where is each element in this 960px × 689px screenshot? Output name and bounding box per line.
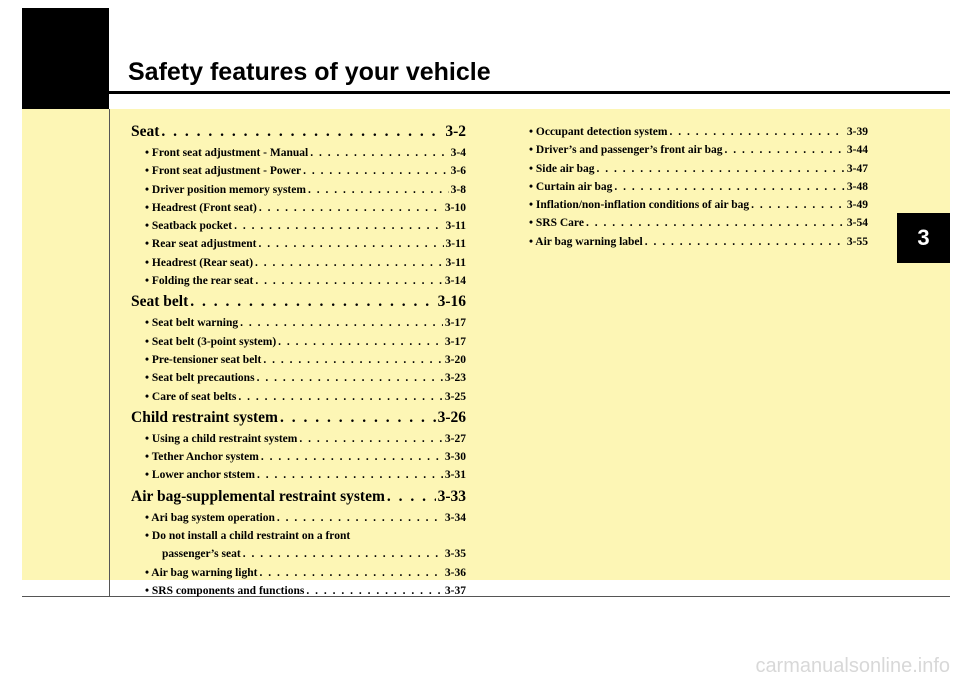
toc-page-number: 3-14 [444, 275, 466, 288]
leader-dots [259, 199, 443, 217]
toc-section-title: Air bag-supplemental restraint system [131, 487, 385, 505]
leader-dots [161, 120, 443, 144]
toc-item-label-line1[interactable]: • Do not install a child restraint on a front [145, 530, 351, 543]
toc-page-number: 3-39 [846, 126, 868, 138]
toc-item[interactable] [131, 144, 466, 162]
toc-page-number: 3-36 [444, 566, 466, 579]
leader-dots [258, 235, 443, 253]
toc-item-label: • Lower anchor ststem [145, 469, 255, 482]
toc-item-label: passenger’s seat [162, 548, 241, 561]
toc-page-number: 3-23 [444, 372, 466, 385]
toc-item-label: • Inflation/non-inflation conditions of air bag [529, 199, 750, 212]
toc-page-number: 3-26 [437, 408, 466, 426]
leader-dots [280, 406, 436, 430]
toc-section-title: Seat [131, 123, 160, 140]
leader-dots [614, 178, 845, 196]
toc-left-column [131, 120, 466, 600]
toc-section-seat-belt[interactable] [131, 290, 466, 314]
toc-item-label: • Seat belt warning [145, 317, 239, 330]
toc-right-column [529, 123, 868, 251]
toc-item[interactable] [529, 141, 868, 159]
leader-dots [261, 448, 443, 466]
leader-dots [238, 388, 443, 406]
toc-item[interactable] [131, 181, 466, 199]
toc-page-number: 3-27 [444, 432, 466, 445]
toc-page-number: 3-55 [846, 235, 868, 248]
toc-section-title: Child restraint system [131, 408, 278, 426]
toc-item-label: • Using a child restraint system [145, 432, 298, 445]
toc-item[interactable] [131, 582, 466, 600]
leader-dots [257, 466, 443, 484]
toc-item[interactable] [131, 217, 466, 235]
toc-item[interactable] [131, 254, 466, 272]
toc-item[interactable] [131, 272, 466, 290]
leader-dots [303, 162, 448, 180]
toc-page-number: 3-2 [445, 123, 466, 140]
toc-page-number: 3-17 [444, 317, 466, 330]
toc-item-label: • Tether Anchor system [145, 451, 259, 464]
toc-item-label: • Headrest (Front seat) [145, 201, 257, 214]
toc-page-number: 3-20 [444, 353, 466, 366]
toc-item[interactable] [529, 214, 868, 232]
toc-item[interactable] [131, 564, 466, 582]
toc-item[interactable] [529, 196, 868, 214]
toc-page-number: 3-31 [444, 469, 466, 482]
leader-dots [259, 564, 442, 582]
toc-item-label: • Side air bag [529, 162, 595, 175]
toc-item[interactable] [131, 333, 466, 351]
toc-item-label: • Air bag warning label [529, 235, 643, 248]
leader-dots [670, 123, 845, 141]
toc-item[interactable] [131, 235, 466, 253]
toc-item-label: • Occupant detection system [529, 126, 668, 138]
leader-dots [255, 272, 443, 290]
leader-dots [308, 181, 449, 199]
corner-black-tab [22, 8, 109, 109]
toc-page-number: 3-37 [444, 584, 466, 597]
toc-page-number: 3-17 [444, 335, 466, 348]
toc-item-label: • Seat belt precautions [145, 372, 255, 385]
toc-item[interactable] [529, 123, 868, 141]
leader-dots [586, 214, 845, 232]
toc-item[interactable] [131, 509, 466, 527]
toc-page-number: 3-4 [450, 147, 466, 159]
leader-dots [277, 509, 443, 527]
leader-dots [190, 290, 435, 314]
margin-divider [109, 109, 110, 596]
toc-section-seat[interactable] [131, 120, 466, 144]
toc-item-label: • Driver’s and passenger’s front air bag [529, 144, 723, 157]
chapter-tab[interactable]: 3 [897, 213, 950, 263]
page-title: Safety features of your vehicle [128, 58, 491, 86]
toc-item-label: • Seat belt (3-point system) [145, 335, 277, 348]
toc-page-number: 3-47 [846, 162, 868, 175]
toc-page-number: 3-10 [444, 201, 466, 214]
toc-item-label: • Pre-tensioner seat belt [145, 353, 262, 366]
toc-page-number: 3-16 [437, 293, 466, 311]
leader-dots [299, 430, 443, 448]
toc-page-number: 3-8 [450, 183, 466, 196]
toc-item-label: • Folding the rear seat [145, 275, 254, 288]
leader-dots [257, 369, 443, 387]
toc-item[interactable] [131, 448, 466, 466]
toc-page-number: 3-49 [846, 199, 868, 212]
toc-item[interactable] [131, 388, 466, 406]
watermark: carmanualsonline.info [755, 655, 950, 677]
toc-item-label: • Curtain air bag [529, 180, 613, 193]
toc-page-number: 3-34 [444, 511, 466, 524]
toc-item-label: • Front seat adjustment - Power [145, 165, 302, 178]
leader-dots [596, 160, 844, 178]
toc-page-number: 3-11 [445, 220, 466, 233]
leader-dots [278, 333, 443, 351]
toc-item[interactable] [131, 466, 466, 484]
leader-dots [234, 217, 443, 235]
toc-item-label: • SRS Care [529, 217, 584, 230]
toc-item[interactable] [131, 314, 466, 332]
toc-item[interactable] [131, 369, 466, 387]
toc-item-label: • Air bag warning light [145, 566, 258, 579]
toc-item-label: • Rear seat adjustment [145, 238, 257, 251]
title-underline [109, 91, 950, 94]
leader-dots [310, 144, 448, 162]
leader-dots [243, 545, 443, 563]
toc-item[interactable] [529, 160, 868, 178]
toc-item[interactable] [529, 178, 868, 196]
toc-page-number: 3-48 [846, 180, 868, 193]
leader-dots [263, 351, 443, 369]
toc-page-number: 3-54 [846, 217, 868, 230]
leader-dots [751, 196, 845, 214]
leader-dots [240, 314, 443, 332]
toc-page-number: 3-6 [450, 165, 466, 178]
toc-section-child-restraint[interactable] [131, 406, 466, 430]
toc-item-label: • Front seat adjustment - Manual [145, 147, 309, 159]
toc-page-number: 3-11 [445, 256, 466, 269]
toc-section-title: Seat belt [131, 293, 189, 311]
toc-item-label: • Ari bag system operation [145, 511, 275, 524]
toc-page-number: 3-25 [444, 390, 466, 403]
toc-page-number: 3-44 [846, 144, 868, 157]
leader-dots [645, 233, 845, 251]
leader-dots [725, 141, 845, 159]
leader-dots [387, 485, 436, 509]
toc-item[interactable] [131, 545, 466, 563]
toc-section-air-bag[interactable] [131, 485, 466, 509]
toc-item[interactable] [131, 430, 466, 448]
leader-dots [255, 254, 444, 272]
toc-page-number: 3-11 [445, 238, 466, 251]
toc-item-label: • SRS components and functions [145, 584, 305, 597]
toc-item[interactable] [131, 199, 466, 217]
toc-page-number: 3-35 [444, 548, 466, 561]
toc-page-number: 3-33 [437, 487, 466, 505]
toc-item[interactable] [131, 351, 466, 369]
toc-page-number: 3-30 [444, 451, 466, 464]
toc-item[interactable] [131, 162, 466, 180]
toc-item-label: • Headrest (Rear seat) [145, 256, 254, 269]
toc-item[interactable] [529, 233, 868, 251]
toc-item-label: • Driver position memory system [145, 183, 306, 196]
toc-item-label: • Seatback pocket [145, 220, 233, 233]
toc-item-label: • Care of seat belts [145, 390, 237, 403]
leader-dots [306, 582, 443, 600]
